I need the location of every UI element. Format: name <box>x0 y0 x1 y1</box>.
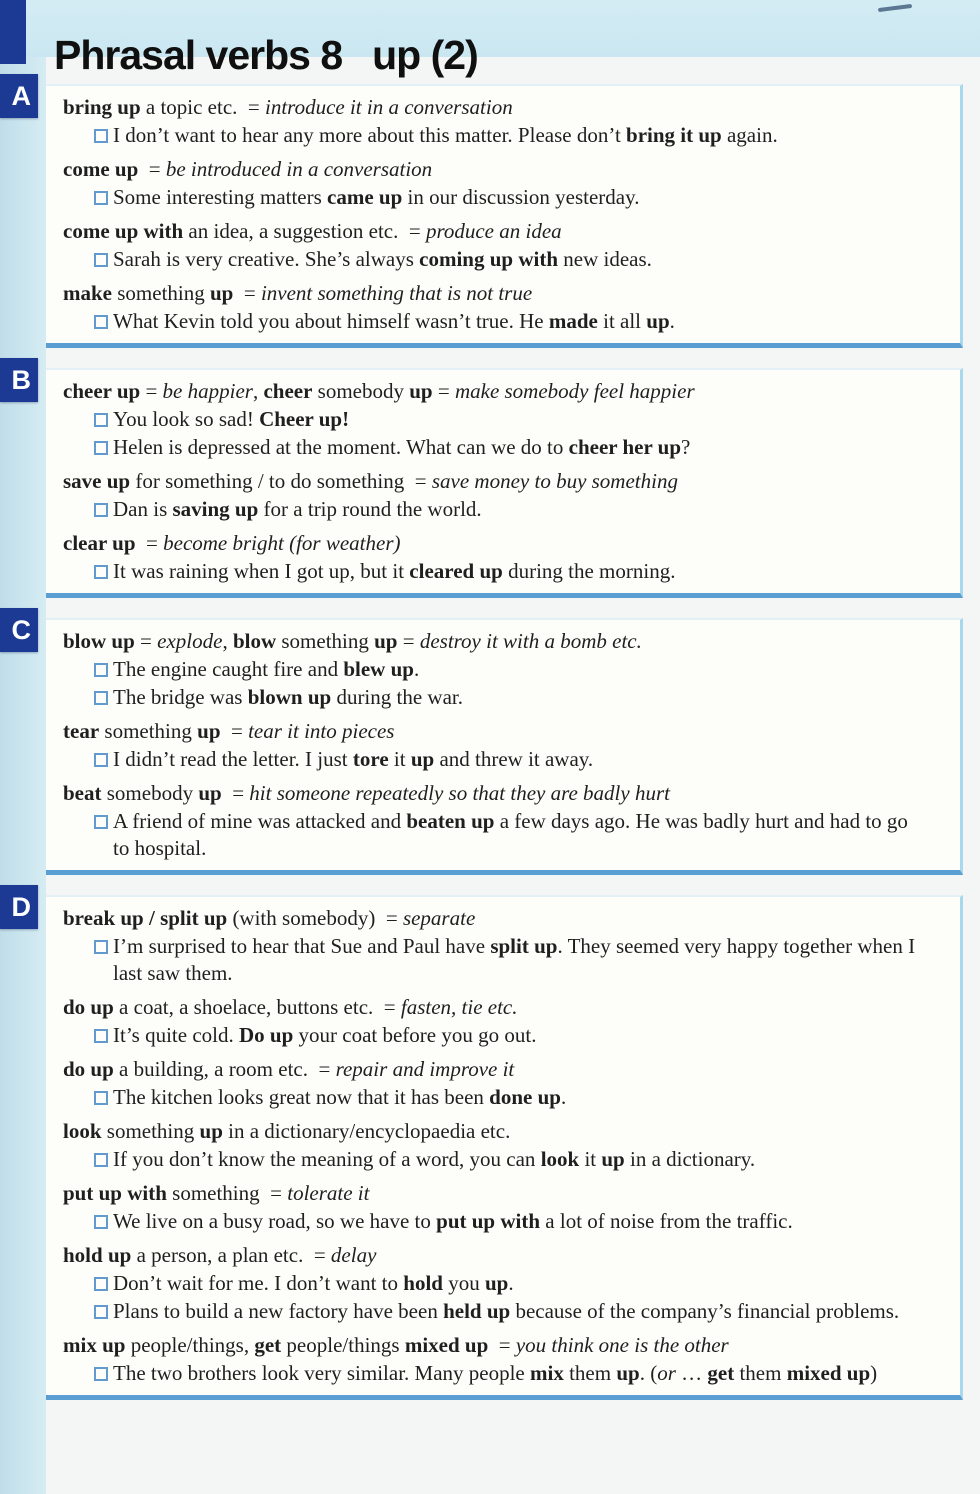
entry-headword <box>63 468 928 495</box>
text-segment: separate <box>402 906 476 930</box>
text-segment: = <box>134 629 158 653</box>
section-label-b: B <box>0 358 38 402</box>
text-segment: cheer her up <box>568 435 682 459</box>
phrasal-verb-entry <box>63 1332 928 1387</box>
section-label-a: A <box>0 74 38 118</box>
entry-headword <box>63 1118 928 1145</box>
phrasal-verb-entry <box>63 1056 928 1111</box>
text-segment: repair and improve it <box>335 1057 515 1081</box>
phrasal-verb-entry <box>63 905 928 987</box>
phrasal-verb-entry <box>63 628 928 711</box>
text-segment: blown up <box>247 685 332 709</box>
navy-corner-bar <box>0 0 26 64</box>
text-segment: mixed up <box>404 1333 489 1357</box>
checkbox-bullet-icon <box>94 1367 108 1381</box>
text-segment: Cheer up! <box>259 407 350 431</box>
checkbox-bullet-icon <box>94 441 108 455</box>
text-segment: make somebody feel happier <box>454 379 695 403</box>
text-segment: clear up <box>63 531 136 555</box>
text-segment: = <box>138 157 166 181</box>
text-segment: mixed up <box>786 1361 871 1385</box>
text-segment: Do up <box>238 1023 294 1047</box>
text-segment: = <box>397 629 420 653</box>
text-segment: it <box>388 747 411 771</box>
text-segment: made <box>548 309 598 333</box>
sections-container <box>11 80 963 1400</box>
text-segment: a coat, a shoelace, buttons etc. = <box>113 995 401 1019</box>
text-segment: Helen is depressed at the moment. What can we do to <box>113 435 569 459</box>
entry-headword <box>63 280 928 307</box>
text-segment: them <box>563 1361 617 1385</box>
entry-headword <box>63 218 928 245</box>
text-segment: hit someone repeatedly so that they are badly hurt <box>249 781 670 805</box>
text-segment: A friend of mine was attacked and <box>113 809 407 833</box>
text-segment: cleared up <box>409 559 503 583</box>
text-segment: your coat before you go out. <box>293 1023 537 1047</box>
checkbox-bullet-icon <box>94 753 108 767</box>
text-segment: a person, a plan etc. = <box>131 1243 331 1267</box>
entry-headword <box>63 530 928 557</box>
entry-headword <box>63 94 928 121</box>
text-segment: coming up with <box>419 247 559 271</box>
text-segment: split up <box>490 934 558 958</box>
text-segment: I didn’t read the letter. I just <box>113 747 353 771</box>
checkbox-bullet-icon <box>94 565 108 579</box>
text-segment: If you don’t know the meaning of a word, you can <box>113 1147 541 1171</box>
example-sentence <box>63 496 928 523</box>
checkbox-bullet-icon <box>94 1305 108 1319</box>
text-segment: blow <box>232 629 277 653</box>
text-segment: bring up <box>63 95 141 119</box>
text-segment: it all <box>597 309 647 333</box>
text-segment: . ( <box>639 1361 658 1385</box>
text-segment: look <box>540 1147 580 1171</box>
phrasal-verb-entry <box>63 1118 928 1173</box>
text-segment: Dan is <box>113 497 173 521</box>
text-segment: during the morning. <box>502 559 676 583</box>
checkbox-bullet-icon <box>94 129 108 143</box>
text-segment: up <box>646 309 670 333</box>
text-segment: in a dictionary. <box>624 1147 756 1171</box>
text-segment: . <box>508 1271 514 1295</box>
text-segment: Some interesting matters <box>113 185 328 209</box>
entry-headword <box>63 780 928 807</box>
example-sentence <box>63 406 928 433</box>
text-segment: cheer <box>263 379 313 403</box>
example-sentence <box>63 434 928 461</box>
section-box-b <box>11 364 963 598</box>
example-sentence <box>63 1208 928 1235</box>
text-segment: up <box>409 379 433 403</box>
text-segment: . <box>413 657 420 681</box>
phrasal-verb-entry <box>63 156 928 211</box>
text-segment: up <box>601 1147 625 1171</box>
text-segment: hold <box>403 1271 443 1295</box>
example-sentence <box>63 746 928 773</box>
text-segment: get <box>707 1361 735 1385</box>
example-sentence <box>63 1360 928 1387</box>
text-segment: ) <box>870 1361 878 1385</box>
text-segment: saving up <box>172 497 259 521</box>
text-segment: in a dictionary/encyclopaedia etc. <box>222 1119 511 1143</box>
text-segment: tolerate it <box>287 1181 370 1205</box>
text-segment: = <box>221 781 250 805</box>
text-segment: , <box>252 379 264 403</box>
phrasal-verb-entry <box>63 378 928 461</box>
example-sentence <box>63 122 928 149</box>
page-title-particle: up (2) <box>372 32 478 79</box>
text-segment: because of the company’s financial problems. <box>510 1299 900 1323</box>
text-segment: be happier <box>162 379 253 403</box>
text-segment: The two brothers look very similar. Many people <box>113 1361 530 1385</box>
text-segment: a few days ago. He was badly hurt and had to go to hospital. <box>113 809 914 860</box>
section-box-a <box>11 80 963 348</box>
text-segment: an idea, a suggestion etc. = <box>183 219 426 243</box>
text-segment: The engine caught fire and <box>113 657 344 681</box>
text-segment: or <box>657 1361 676 1385</box>
text-segment: The bridge was <box>113 685 248 709</box>
text-segment: . <box>560 1085 567 1109</box>
text-segment: somebody <box>312 379 410 403</box>
text-segment: We live on a busy road, so we have to <box>113 1209 437 1233</box>
checkbox-bullet-icon <box>94 315 108 329</box>
text-segment: do up <box>63 995 114 1019</box>
section-label-d: D <box>0 885 38 929</box>
checkbox-bullet-icon <box>94 503 108 517</box>
text-segment: them <box>734 1361 787 1385</box>
example-sentence <box>63 1146 928 1173</box>
text-segment: … <box>675 1361 708 1385</box>
text-segment: save money to buy something <box>431 469 678 493</box>
checkbox-bullet-icon <box>94 691 108 705</box>
checkbox-bullet-icon <box>94 815 108 829</box>
phrasal-verb-entry <box>63 94 928 149</box>
example-sentence <box>63 808 928 862</box>
text-segment: came up <box>327 185 403 209</box>
text-segment: up <box>197 719 221 743</box>
text-segment: make <box>63 281 112 305</box>
phrasal-verb-entry <box>63 468 928 523</box>
text-segment: mix <box>530 1361 564 1385</box>
text-segment: put up with <box>63 1181 167 1205</box>
text-segment: blew up <box>343 657 414 681</box>
text-segment: done up <box>489 1085 561 1109</box>
text-segment: and threw it away. <box>434 747 594 771</box>
example-sentence <box>63 558 928 585</box>
text-segment: = <box>220 719 249 743</box>
text-segment: tore <box>352 747 389 771</box>
entry-headword <box>63 628 928 655</box>
example-sentence <box>63 246 928 273</box>
text-segment: blow up <box>63 629 135 653</box>
phrasal-verb-entry <box>63 530 928 585</box>
text-segment: delay <box>330 1243 377 1267</box>
text-segment: . They seemed very happy together when I last saw them. <box>113 934 921 985</box>
entry-headword <box>63 156 928 183</box>
text-segment: look <box>63 1119 102 1143</box>
text-segment: something <box>112 281 210 305</box>
text-segment: held up <box>443 1299 511 1323</box>
text-segment: . <box>669 309 675 333</box>
text-segment: I’m surprised to hear that Sue and Paul have <box>113 934 491 958</box>
text-segment: people/things <box>281 1333 405 1357</box>
text-segment: up <box>199 1119 223 1143</box>
phrasal-verb-entry <box>63 994 928 1049</box>
text-segment: explode <box>157 629 223 653</box>
text-segment: for something / to do something = <box>130 469 432 493</box>
text-segment: something = <box>166 1181 288 1205</box>
text-segment: It was raining when I got up, but it <box>113 559 410 583</box>
text-segment: I don’t want to hear any more about this matter. Please don’t <box>113 123 627 147</box>
checkbox-bullet-icon <box>94 1277 108 1291</box>
text-segment: beaten up <box>406 809 495 833</box>
text-segment: hold up <box>63 1243 132 1267</box>
section-label-c: C <box>0 608 38 652</box>
text-segment: = <box>135 531 164 555</box>
phrasal-verb-entry <box>63 1180 928 1235</box>
text-segment: a building, a room etc. = <box>113 1057 336 1081</box>
phrasal-verb-entry <box>63 218 928 273</box>
text-segment: you think one is the other <box>515 1333 729 1357</box>
text-segment: beat <box>63 781 102 805</box>
example-sentence <box>63 684 928 711</box>
text-segment: = <box>233 281 261 305</box>
text-segment: bring it up <box>626 123 722 147</box>
text-segment: something <box>276 629 375 653</box>
entry-headword <box>63 1332 928 1359</box>
text-segment: Plans to build a new factory have been <box>113 1299 444 1323</box>
checkbox-bullet-icon <box>94 1153 108 1167</box>
text-segment: (with somebody) = <box>227 906 403 930</box>
example-sentence <box>63 1298 928 1325</box>
entry-headword <box>63 378 928 405</box>
text-segment: It’s quite cold. <box>113 1023 239 1047</box>
text-segment: destroy it with a bomb etc. <box>419 629 642 653</box>
page-title <box>54 29 478 81</box>
text-segment: for a trip round the world. <box>258 497 482 521</box>
text-segment: up <box>616 1361 640 1385</box>
text-segment: put up with <box>436 1209 541 1233</box>
text-segment: break up / split up <box>63 906 228 930</box>
text-segment: up <box>484 1271 509 1295</box>
text-segment: What Kevin told you about himself wasn’t true. He <box>113 309 549 333</box>
text-segment: tear <box>63 719 100 743</box>
text-segment: during the war. <box>331 685 463 709</box>
entry-headword <box>63 718 928 745</box>
checkbox-bullet-icon <box>94 940 108 954</box>
checkbox-bullet-icon <box>94 191 108 205</box>
text-segment: fasten, tie etc. <box>400 995 518 1019</box>
phrasal-verb-entry <box>63 1242 928 1325</box>
text-segment: = <box>140 379 163 403</box>
section-box-d <box>11 891 963 1400</box>
text-segment: mix up <box>63 1333 126 1357</box>
text-segment: new ideas. <box>558 247 652 271</box>
text-segment: = <box>488 1333 516 1357</box>
text-segment: tear it into pieces <box>248 719 395 743</box>
text-segment: up <box>410 747 435 771</box>
text-segment: cheer up <box>63 379 141 403</box>
text-segment: it <box>579 1147 602 1171</box>
text-segment: You look so sad! <box>113 407 260 431</box>
text-segment: invent something that is not true <box>260 281 533 305</box>
checkbox-bullet-icon <box>94 1215 108 1229</box>
text-segment: ? <box>681 435 691 459</box>
text-segment: get <box>254 1333 282 1357</box>
checkbox-bullet-icon <box>94 253 108 267</box>
example-sentence <box>63 933 928 987</box>
text-segment: do up <box>63 1057 114 1081</box>
text-segment: produce an idea <box>425 219 562 243</box>
checkbox-bullet-icon <box>94 663 108 677</box>
text-segment: come up with <box>63 219 184 243</box>
phrasal-verb-entry <box>63 718 928 773</box>
text-segment: people/things, <box>125 1333 255 1357</box>
text-segment: = <box>432 379 455 403</box>
text-segment: something <box>99 719 198 743</box>
text-segment: , <box>222 629 233 653</box>
example-sentence <box>63 308 928 335</box>
example-sentence <box>63 656 928 683</box>
text-segment: up <box>198 781 222 805</box>
text-segment: introduce it in a conversation <box>265 95 513 119</box>
entry-headword <box>63 1180 928 1207</box>
entry-headword <box>63 1242 928 1269</box>
example-sentence <box>63 1084 928 1111</box>
example-sentence <box>63 184 928 211</box>
text-segment: a topic etc. = <box>140 95 266 119</box>
page-title-main: Phrasal verbs 8 <box>54 32 343 79</box>
phrasal-verb-entry <box>63 780 928 862</box>
checkbox-bullet-icon <box>94 413 108 427</box>
entry-headword <box>63 994 928 1021</box>
checkbox-bullet-icon <box>94 1029 108 1043</box>
text-segment: a lot of noise from the traffic. <box>540 1209 793 1233</box>
text-segment: Don’t wait for me. I don’t want to <box>113 1271 404 1295</box>
text-segment: up <box>374 629 398 653</box>
entry-headword <box>63 905 928 932</box>
text-segment: become bright (for weather) <box>163 531 401 555</box>
page-left-margin-strip <box>0 0 46 1494</box>
example-sentence <box>63 1022 928 1049</box>
text-segment: be introduced in a conversation <box>165 157 433 181</box>
text-segment: up <box>210 281 234 305</box>
text-segment: in our discussion yesterday. <box>402 185 640 209</box>
example-sentence <box>63 1270 928 1297</box>
phrasal-verb-entry <box>63 280 928 335</box>
text-segment: something <box>101 1119 200 1143</box>
text-segment: The kitchen looks great now that it has been <box>113 1085 490 1109</box>
text-segment: come up <box>63 157 139 181</box>
checkbox-bullet-icon <box>94 1091 108 1105</box>
entry-headword <box>63 1056 928 1083</box>
text-segment: you <box>442 1271 485 1295</box>
text-segment: save up <box>63 469 131 493</box>
section-box-c <box>11 614 963 875</box>
text-segment: Sarah is very creative. She’s always <box>113 247 420 271</box>
text-segment: somebody <box>101 781 199 805</box>
text-segment: again. <box>721 123 778 147</box>
